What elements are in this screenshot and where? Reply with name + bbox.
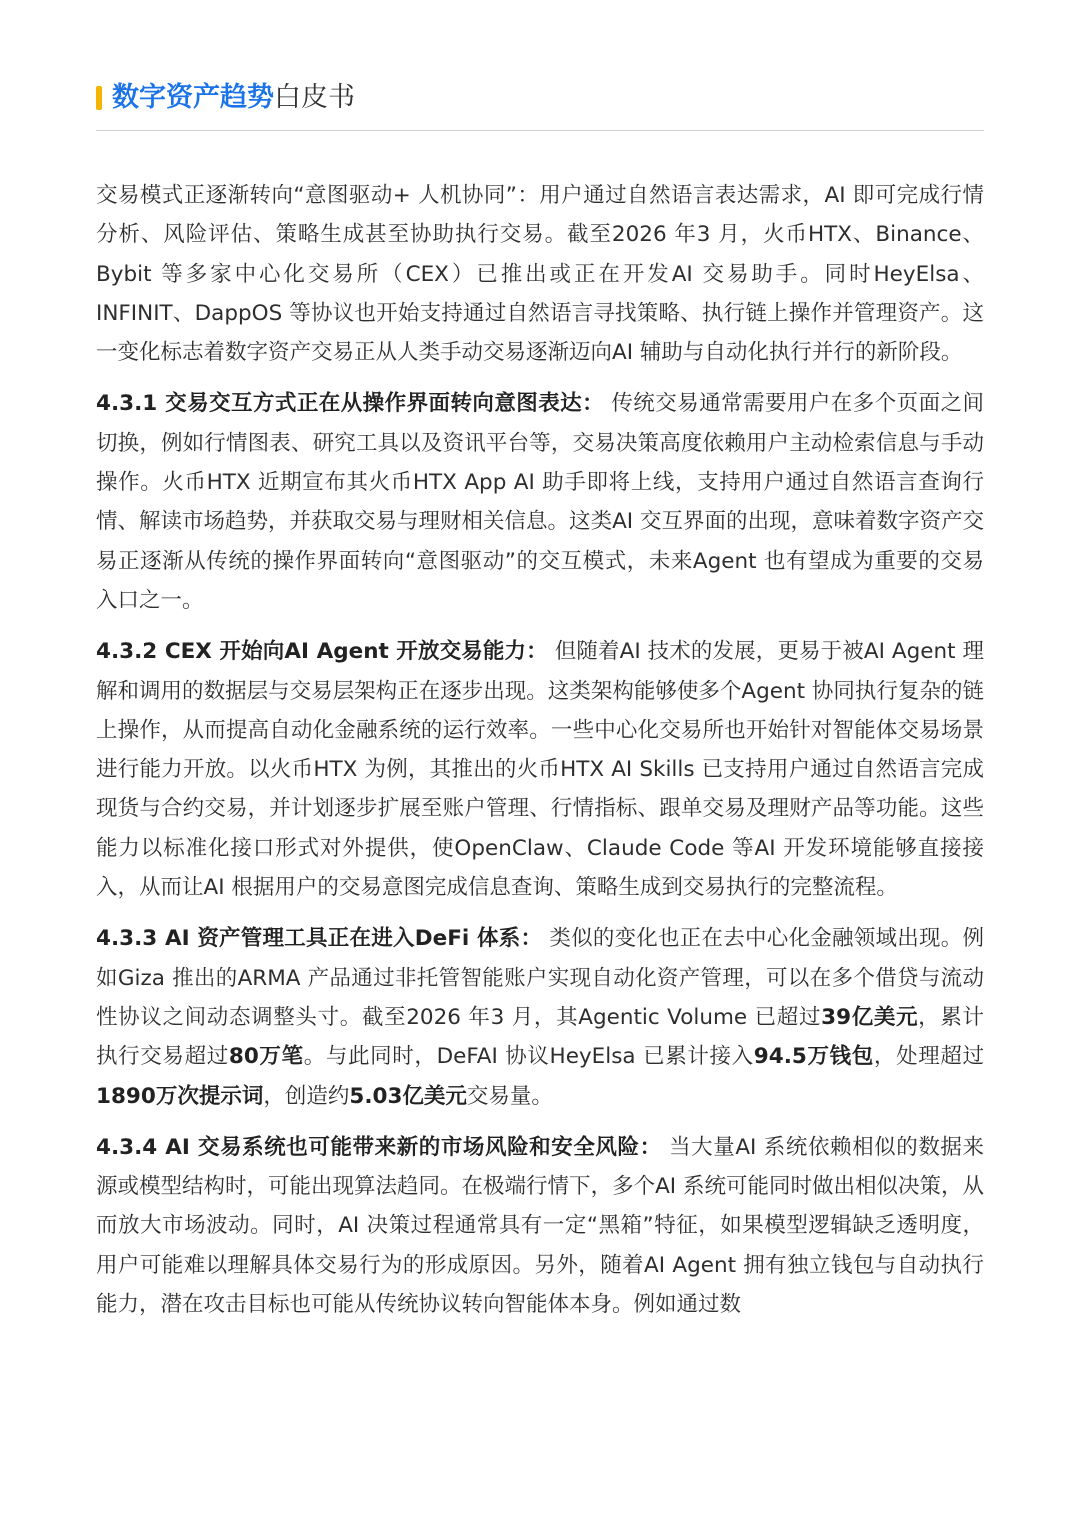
intro-paragraph (96, 176, 984, 372)
stat-agentic-volume: 39亿美元 (821, 1004, 919, 1030)
section-4-3-3-text-1: 类似的变化也正在去中心化金融领域出现。例如Giza 推出的ARMA 产品通过非托管智能账户实现自动化资产管理，可以在多个借贷与流动性协议之间动态调整头寸。截至2026 年3 月，其Agentic Volume 已超过 (96, 926, 984, 1030)
section-4-3-2-text: 但随着AI 技术的发展，更易于被AI Agent 理解和调用的数据层与交易层架构正在逐步出现。这类架构能够使多个Agent 协同执行复杂的链上操作，从而提高自动化金融系统的运行效率。一些中心化交易所也开始针对智能体交易场景进行能力开放。以火币HTX 为例，其推出的火币HTX AI Skills 已支持用户通过自然语言完成现货与合约交易，并计划逐步扩展至账户管理、行情指标、跟单交易及理财产品等功能。这些能力以标准化接口形式对外提供，使OpenClaw、Claude Code 等AI 开发环境能够直接接入，从而让AI 根据用户的交易意图完成信息查询、策略生成到交易执行的完整流程。 (96, 639, 984, 901)
section-4-3-1 (96, 384, 984, 620)
section-4-3-1-text: 传统交易通常需要用户在多个页面之间切换，例如行情图表、研究工具以及资讯平台等，交易决策高度依赖用户主动检索信息与手动操作。火币HTX 近期宣布其火币HTX App AI 助手即将上线，支持用户通过自然语言查询行情、解读市场趋势，并获取交易与理财相关信息。这类AI 交互界面的出现，意味着数字资产交易正逐渐从传统的操作界面转向“意图驱动”的交互模式，未来Agent 也有望成为重要的交易入口之一。 (96, 391, 984, 613)
section-4-3-2 (96, 632, 984, 907)
section-4-3-3-text-2: ，累计执行交易超过 (96, 1004, 984, 1070)
header-title-accent: 数字资产趋势 (112, 82, 274, 113)
section-4-3-3-text-4: ，处理超过 (873, 1044, 984, 1070)
page-header (96, 80, 984, 131)
section-4-3-3 (96, 919, 984, 1115)
header-accent-bar (96, 86, 102, 110)
section-4-3-3-heading: 4.3.3 AI 资产管理工具正在进入DeFi 体系： (96, 926, 543, 952)
header-title (112, 80, 355, 116)
section-4-3-4-text: 当大量AI 系统依赖相似的数据来源或模型结构时，可能出现算法趋同。在极端行情下，多个AI 系统可能同时做出相似决策，从而放大市场波动。同时，AI 决策过程通常具有一定“黑箱”特征，如果模型逻辑缺乏透明度，用户可能难以理解具体交易行为的形成原因。另外，随着AI Agent 拥有独立钱包与自动执行能力，潜在攻击目标也可能从传统协议转向智能体本身。例如通过数 (96, 1134, 984, 1318)
stat-prompts: 1890万次提示词 (96, 1083, 264, 1109)
section-4-3-4-heading: 4.3.4 AI 交易系统也可能带来新的市场风险和安全风险： (96, 1134, 662, 1160)
stat-trade-count: 80万笔 (228, 1044, 304, 1070)
section-4-3-4 (96, 1128, 984, 1324)
stat-wallets: 94.5万钱包 (753, 1044, 874, 1070)
intro-text: 交易模式正逐渐转向“意图驱动+ 人机协同”：用户通过自然语言表达需求，AI 即可完成行情分析、风险评估、策略生成甚至协助执行交易。截至2026 年3 月，火币HTX、Binance、Bybit 等多家中心化交易所（CEX）已推出或正在开发AI 交易助手。同时HeyElsa、INFINIT、DappOS 等协议也开始支持通过自然语言寻找策略、执行链上操作并管理资产。这一变化标志着数字资产交易正从人类手动交易逐渐迈向AI 辅助与自动化执行并行的新阶段。 (96, 183, 984, 366)
section-4-3-1-heading: 4.3.1 交易交互方式正在从操作界面转向意图表达： (96, 391, 605, 417)
header-title-rest: 白皮书 (274, 82, 355, 113)
section-4-3-2-heading: 4.3.2 CEX 开始向AI Agent 开放交易能力： (96, 639, 548, 665)
section-4-3-3-text-3: 。与此同时，DeFAI 协议HeyElsa 已累计接入 (303, 1044, 754, 1070)
stat-trade-volume: 5.03亿美元 (349, 1083, 467, 1109)
section-4-3-3-text-6: 交易量。 (466, 1083, 553, 1109)
section-4-3-3-text-5: ，创造约 (263, 1083, 350, 1109)
document-body (96, 176, 984, 1336)
